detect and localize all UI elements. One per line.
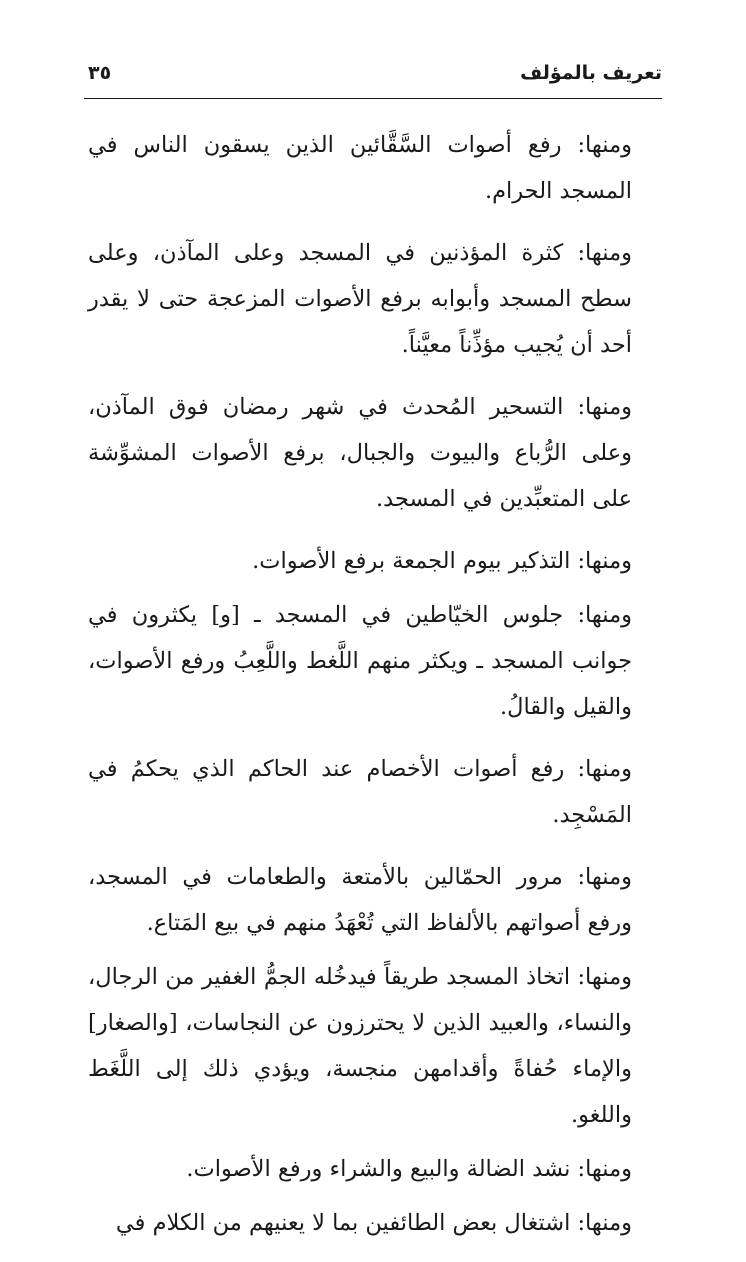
paragraph: ومنها: اشتغال بعض الطائفين بما لا يعنيهم من الكلام في <box>115 1210 632 1236</box>
paragraph: ومنها: جلوس الخيّاطين في المسجد ـ [و] يكثرون في جوانب المسجد ـ ويكثر منهم اللَّغط واللَّعِبُ ورفع الأصوات، والقيل والقالُ. <box>88 602 632 720</box>
paragraph: ومنها: رفع أصوات السَّقَّائين الذين يسقون الناس في المسجد الحرام. <box>88 132 632 204</box>
paragraph: ومنها: اتخاذ المسجد طريقاً فيدخُله الجمُّ الغفير من الرجال، والنساء، والعبيد الذين لا يحترزون عن النجاسات، [والصغار] والإماء حُفاةً وأقدامهن منجسة، ويؤدي ذلك إلى اللَّغَط واللغو. <box>88 964 632 1128</box>
page-header <box>84 60 662 94</box>
body-text <box>88 122 658 1262</box>
paragraph: ومنها: كثرة المؤذنين في المسجد وعلى المآذن، وعلى سطح المسجد وأبوابه برفع الأصوات المزعجة حتى لا يقدر أحد أن يُجيب مؤذِّناً معيَّناً. <box>88 240 632 358</box>
paragraph: ومنها: رفع أصوات الأخصام عند الحاكم الذي يحكمُ في المَسْجِد. <box>88 756 632 828</box>
running-title: تعريف بالمؤلف <box>520 62 662 84</box>
paragraph: ومنها: التسحير المُحدث في شهر رمضان فوق المآذن، وعلى الرُّباع والبيوت والجبال، برفع الأصوات المشوِّشة على المتعبِّدين في المسجد. <box>88 394 632 512</box>
paragraph: ومنها: نشد الضالة والبيع والشراء ورفع الأصوات. <box>186 1156 632 1182</box>
paragraph: ومنها: مرور الحمّالين بالأمتعة والطعامات في المسجد، ورفع أصواتهم بالألفاظ التي تُعْهَدُ منهم في بيع المَتاع. <box>88 864 632 936</box>
header-rule <box>84 98 662 99</box>
paragraph: ومنها: التذكير بيوم الجمعة برفع الأصوات. <box>252 548 632 574</box>
page-number: ٣٥ <box>88 62 112 84</box>
